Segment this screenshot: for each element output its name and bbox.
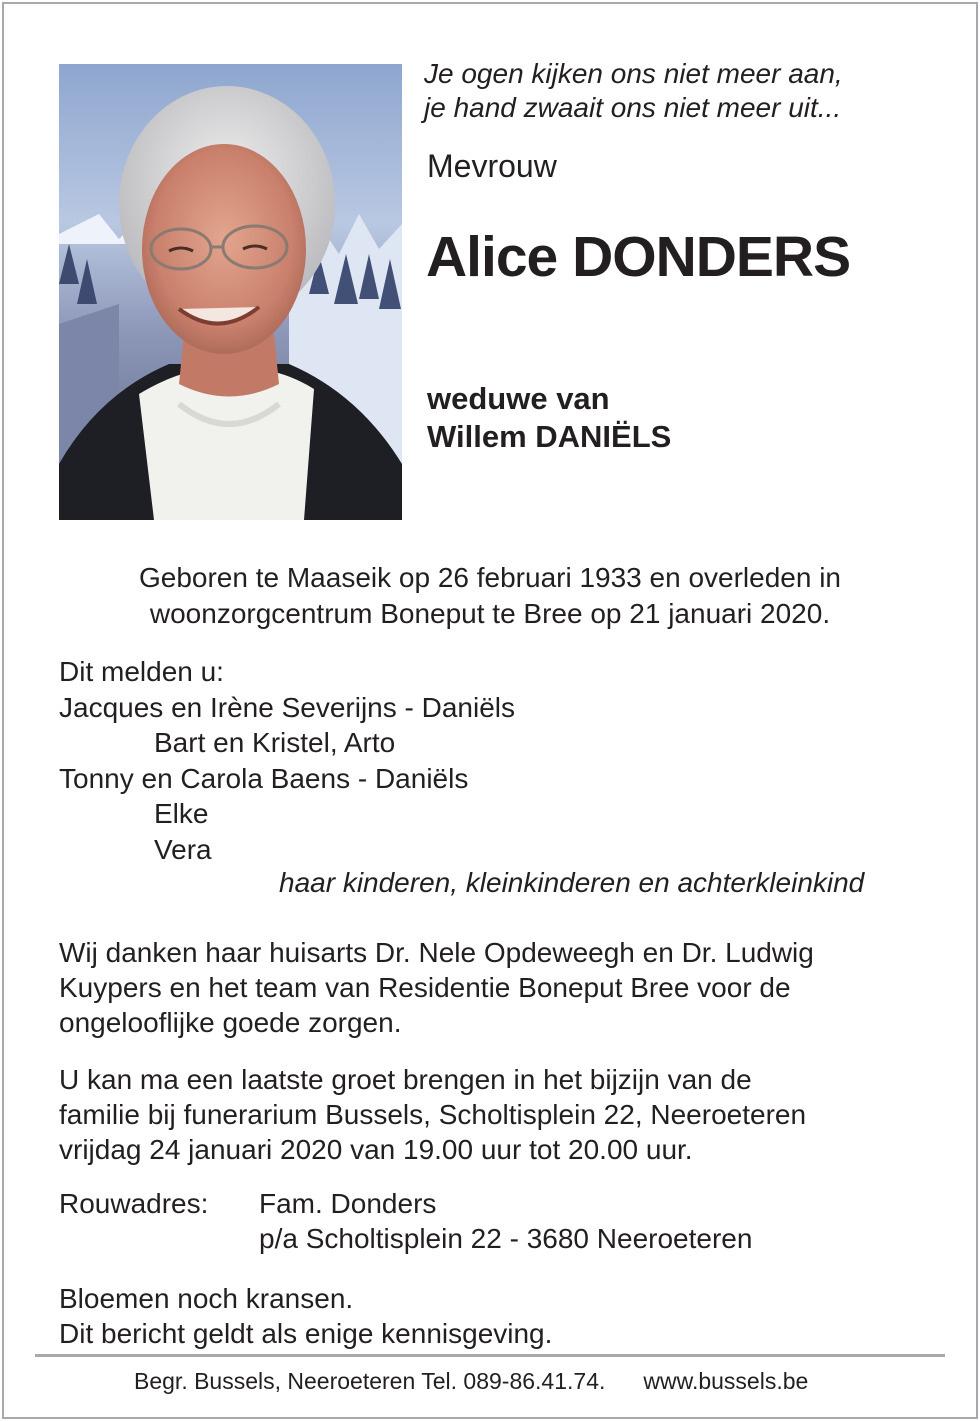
closing-notes — [59, 1281, 552, 1351]
quote-line-1: Je ogen kijken ons niet meer aan, — [424, 58, 843, 89]
memorial-quote — [424, 57, 944, 125]
thanks-line-2: Kuypers en het team van Residentie Boneput Bree voor de — [59, 972, 791, 1003]
mourning-address-label: Rouwadres: — [59, 1188, 209, 1219]
family-member: Elke — [154, 798, 209, 829]
mourning-address-name: Fam. Donders — [259, 1188, 437, 1219]
footer — [134, 1368, 808, 1395]
visitation-line-3: vrijdag 24 januari 2020 van 19.00 uur tot 20.00 uur. — [59, 1134, 693, 1165]
family-member: Vera — [154, 833, 212, 865]
family-member: Jacques en Irène Severijns - Daniëls — [59, 691, 516, 723]
thanks-line-3: ongelooflijke goede zorgen. — [59, 1007, 402, 1038]
announcers-intro: Dit melden u: — [59, 656, 224, 687]
website-link[interactable]: www.bussels.be — [643, 1368, 809, 1394]
birth-death-line-1: Geboren te Maaseik op 26 februari 1933 en overleden in — [138, 562, 842, 593]
visitation-line-2: familie bij funerarium Bussels, Scholtisplein 22, Neeroeteren — [59, 1099, 807, 1130]
footer-divider — [35, 1354, 945, 1357]
thanks-line-1: Wij danken haar huisarts Dr. Nele Opdeweegh en Dr. Ludwig — [59, 937, 814, 968]
deceased-name: Alice DONDERS — [426, 225, 851, 289]
spouse-name: Willem DANIËLS — [427, 419, 672, 454]
honorific-title: Mevrouw — [427, 148, 557, 184]
birth-death-statement — [60, 560, 920, 632]
visitation-line-1: U kan ma een laatste groet brengen in het bijzijn van de — [59, 1064, 752, 1095]
spouse-block — [427, 380, 671, 456]
thanks-paragraph — [59, 935, 939, 1040]
portrait-photo — [59, 64, 402, 520]
closing-line-1: Bloemen noch kransen. — [59, 1283, 354, 1314]
family-member: Tonny en Carola Baens - Daniëls — [59, 762, 469, 794]
quote-line-2: je hand zwaait ons niet meer uit... — [424, 92, 842, 123]
announcers-list — [59, 654, 515, 867]
mourning-address — [59, 1186, 752, 1256]
closing-line-2: Dit bericht geldt als enige kennisgeving. — [59, 1318, 553, 1349]
family-relation: haar kinderen, kleinkinderen en achterkleinkind — [279, 867, 865, 898]
widow-of-label: weduwe van — [427, 381, 610, 416]
birth-death-line-2: woonzorgcentrum Boneput te Bree op 21 januari 2020. — [149, 598, 831, 629]
mourning-address-street: p/a Scholtisplein 22 - 3680 Neeroeteren — [259, 1223, 753, 1254]
visitation-paragraph — [59, 1062, 939, 1167]
undertaker-info: Begr. Bussels, Neeroeteren Tel. 089-86.41.74. — [134, 1368, 606, 1394]
family-member: Bart en Kristel, Arto — [154, 727, 396, 758]
